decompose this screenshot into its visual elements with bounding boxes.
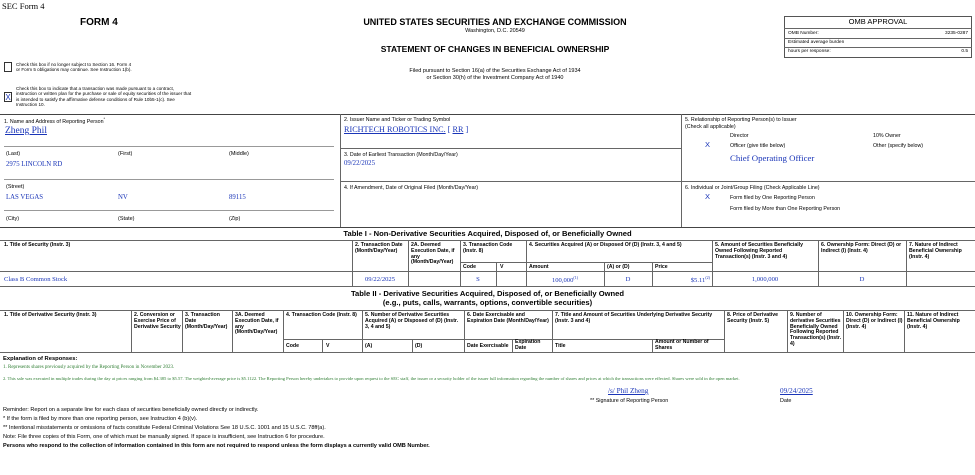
statement-title: STATEMENT OF CHANGES IN BENEFICIAL OWNERSHIP (380, 44, 610, 54)
signature-date-label: Date (780, 398, 792, 404)
table2-header-number: 9. Number of derivative Securities Beneficially Owned Following Reported Transaction(s) (Instr. 4) (790, 312, 842, 348)
reporting-person-name-link[interactable]: Zheng Phil (5, 126, 47, 136)
issuer-name-row: RICHTECH ROBOTICS INC. [ RR ] (344, 125, 469, 134)
form-title: FORM 4 (80, 17, 118, 28)
table1-header-title: 1. Title of Security (Instr. 3) (4, 242, 71, 248)
section16-text: Check this box if no longer subject to Section 16. Form 4 or Form 5 obligations may continue. See Instruction 1(b). (16, 62, 132, 73)
footnote-1-link[interactable]: (1) (573, 275, 579, 280)
filing-label: 6. Individual or Joint/Group Filing (Check Applicable Line) (685, 185, 820, 191)
agency-title: UNITED STATES SECURITIES AND EXCHANGE COMMISSION (363, 17, 627, 27)
officer-option: Officer (give title below) (730, 143, 786, 149)
table1-sub-v: V (500, 264, 504, 270)
table2-sub-exercisable: Date Exercisable (467, 343, 509, 349)
state-label: (State) (118, 216, 135, 222)
director-option: Director (730, 133, 749, 139)
table1-sub-code: Code (463, 264, 476, 270)
city-label: (City) (6, 216, 20, 222)
table1-title: Table I - Non-Derivative Securities Acquired, Disposed of, or Beneficially Owned (343, 229, 632, 238)
reminder-note: Reminder: Report on a separate line for each class of securities beneficially owned directly or indirectly. (3, 407, 259, 413)
omb-number-label: OMB Number: (788, 31, 819, 36)
earliest-transaction-label: 3. Date of Earliest Transaction (Month/Day/Year) (344, 152, 458, 158)
omb-hours-value: 0.5 (961, 49, 968, 54)
table2-header-underlying: 7. Title and Amount of Securities Underlying Derivative Security (Instr. 3 and 4) (555, 312, 713, 324)
table-row-form: D (859, 276, 865, 283)
table1-sub-ad: (A) or (D) (607, 264, 630, 270)
table2-header-date: 3. Transaction Date (Month/Day/Year) (185, 312, 228, 330)
table2-header-price: 8. Price of Derivative Security (Instr. 5) (727, 312, 779, 324)
table1-header-deemed: 2A. Deemed Execution Date, if any (Month/Day/Year) (411, 242, 455, 266)
table-row-owned: 1,000,000 (751, 276, 779, 283)
agency-location: Washington, D.C. 20549 (465, 28, 525, 34)
omb-hours-label: hours per response: (788, 49, 831, 54)
issuer-label: 2. Issuer Name and Ticker or Trading Symbol (344, 117, 451, 123)
table2-sub-amount: Amount or Number of Shares (655, 339, 709, 351)
table2-sub-d: (D) (415, 343, 423, 349)
table1-header-acquired: 4. Securities Acquired (A) or Disposed Of (D) (Instr. 3, 4 and 5) (529, 242, 682, 248)
rule10b5-text: Check this box to indicate that a transaction was made pursuant to a contract, instruction or written plan for the purchase or sale of equity securities of the issuer that is intended to satisfy the affirmative defense conditions of Rule 10b5-1(c). See Instruction 10. (16, 86, 192, 107)
table1-header-owned: 5. Amount of Securities Beneficially Owned Following Reported Transaction(s) (Instr. 3 and 4) (715, 242, 804, 260)
table1-header-date: 2. Transaction Date (Month/Day/Year) (355, 242, 403, 254)
table-row-ad: D (625, 276, 631, 283)
filed-pursuant-2: or Section 30(h) of the Investment Company Act of 1940 (426, 75, 564, 81)
table-row-price: $5.11$^{(2)}$ (690, 275, 710, 285)
table2-subtitle: (e.g., puts, calls, warrants, options, convertible securities) (382, 298, 593, 307)
issuer-name-link[interactable]: RICHTECH ROBOTICS INC. (344, 125, 446, 134)
table2-header-nature: 11. Nature of Indirect Beneficial Ownership (Instr. 4) (907, 312, 960, 330)
table2-header-ownership-form: 10. Ownership Form: Direct (D) or Indirect (I) (Instr. 4) (846, 312, 903, 330)
table2-sub-a: (A) (365, 343, 373, 349)
street-value: 2975 LINCOLN RD (6, 161, 63, 168)
other-option: Other (specify below) (873, 143, 924, 149)
signature-date: 09/24/2025 (780, 387, 813, 395)
table2-title: Table II - Derivative Securities Acquired, Disposed of, or Beneficially Owned (350, 289, 625, 298)
ten-percent-owner-option: 10% Owner (873, 133, 901, 139)
table2-sub-expiration: Expiration Date (515, 339, 541, 351)
table2-sub-v: V (326, 343, 330, 349)
footnote-2-link[interactable]: (2) (705, 275, 710, 280)
note-copies: Note: File three copies of this Form, one of which must be manually signed. If space is insufficient, see Instruction 6 for procedure. (3, 434, 325, 440)
earliest-transaction-value: 09/22/2025 (344, 160, 375, 167)
zip-value: 89115 (229, 194, 246, 201)
street-label: (Street) (6, 184, 25, 190)
filing-one-check-mark: X (705, 192, 711, 201)
footnote-1: 1. Represents shares previously acquired by the Reporting Person in November 2023. (3, 365, 175, 370)
amendment-label: 4. If Amendment, Date of Original Filed (Month/Day/Year) (344, 185, 479, 191)
table2-sub-code: Code (286, 343, 299, 349)
table1-header-code: 3. Transaction Code (Instr. 8) (463, 242, 513, 254)
table1-header-ownership-form: 6. Ownership Form: Direct (D) or Indirect (I) (Instr. 4) (821, 242, 902, 254)
officer-check-mark: X (705, 140, 711, 149)
omb-burden-label: Estimated average burden (788, 40, 845, 45)
first-label: (First) (118, 151, 133, 157)
table-row-code: S (476, 276, 480, 283)
omb-number-value: 3235-0287 (945, 31, 968, 36)
omb-title: OMB APPROVAL (848, 17, 908, 26)
filing-one-option: Form filed by One Reporting Person (730, 195, 815, 201)
table-row-title: Class B Common Stock (4, 276, 68, 283)
table2-header-deemed: 3A. Deemed Execution Date, if any (Month/Day/Year) (235, 312, 279, 336)
table1-sub-amount: Amount (529, 264, 549, 270)
table-row-amount: 100,000$^{(1)}$ (551, 275, 579, 285)
note-multiple-persons: * If the form is filed by more than one reporting person, see Instruction 4 (b)(v). (3, 416, 198, 422)
filing-more-option: Form filed by More than One Reporting Person (730, 206, 841, 212)
explanation-heading: Explanation of Responses: (3, 356, 78, 362)
state-value: NV (118, 194, 128, 201)
zip-label: (Zip) (229, 216, 241, 222)
signature-label: ** Signature of Reporting Person (590, 398, 669, 404)
city-value: LAS VEGAS (6, 194, 44, 201)
table-row-date: 09/22/2025 (364, 276, 396, 283)
table2-sub-title: Title (555, 343, 566, 349)
signature-name: /s/ Phil Zheng (608, 387, 649, 395)
table2-header-code: 4. Transaction Code (Instr. 8) (286, 312, 357, 318)
footnote-2: 2. This sale was executed in multiple trades during the day at prices ranging from $4.385 to $5.57. The weighted-average price is $5.1122. The Reporting Person hereby undertakes to provide upon request to the SEC staff, the issuer or a security holder of the issuer full information regarding the number of shares and prices at which the transactions were effected. Shares were sold in the open market. (3, 376, 740, 381)
last-label: (Last) (6, 151, 21, 157)
table2-header-title: 1. Title of Derivative Security (Instr. 3) (4, 312, 97, 318)
table2-header-derivatives: 5. Number of Derivative Securities Acquired (A) or Disposed of (D) (Instr. 3, 4 and 5) (365, 312, 459, 330)
sec-form-label: SEC Form 4 (2, 1, 45, 11)
table2-header-conversion: 2. Conversion or Exercise Price of Derivative Security (134, 312, 181, 330)
section16-checkbox[interactable] (4, 62, 12, 72)
reporting-person-label: 1. Name and Address of Reporting Person* (4, 116, 106, 125)
filed-pursuant-1: Filed pursuant to Section 16(a) of the Securities Exchange Act of 1934 (409, 68, 581, 74)
table1-sub-price: Price (655, 264, 668, 270)
issuer-ticker-link[interactable]: RR (452, 125, 464, 134)
relationship-sublabel: (Check all applicable) (685, 124, 736, 130)
relationship-label: 5. Relationship of Reporting Person(s) to Issuer (685, 117, 797, 123)
note-misstatements: ** Intentional misstatements or omissions of facts constitute Federal Criminal Violations See 18 U.S.C. 1001 and 15 U.S.C. 78ff(a). (3, 425, 326, 431)
rule10b5-checkbox[interactable]: X (5, 93, 11, 102)
middle-label: (Middle) (229, 151, 249, 157)
note-omb-persons: Persons who respond to the collection of information contained in this form are not required to respond unless the form displays a currently valid OMB Number. (3, 443, 430, 449)
table2-header-exercisable: 6. Date Exercisable and Expiration Date (Month/Day/Year) (467, 312, 549, 324)
officer-title-value: Chief Operating Officer (730, 153, 815, 163)
table1-header-nature: 7. Nature of Indirect Beneficial Ownership (Instr. 4) (909, 242, 962, 260)
